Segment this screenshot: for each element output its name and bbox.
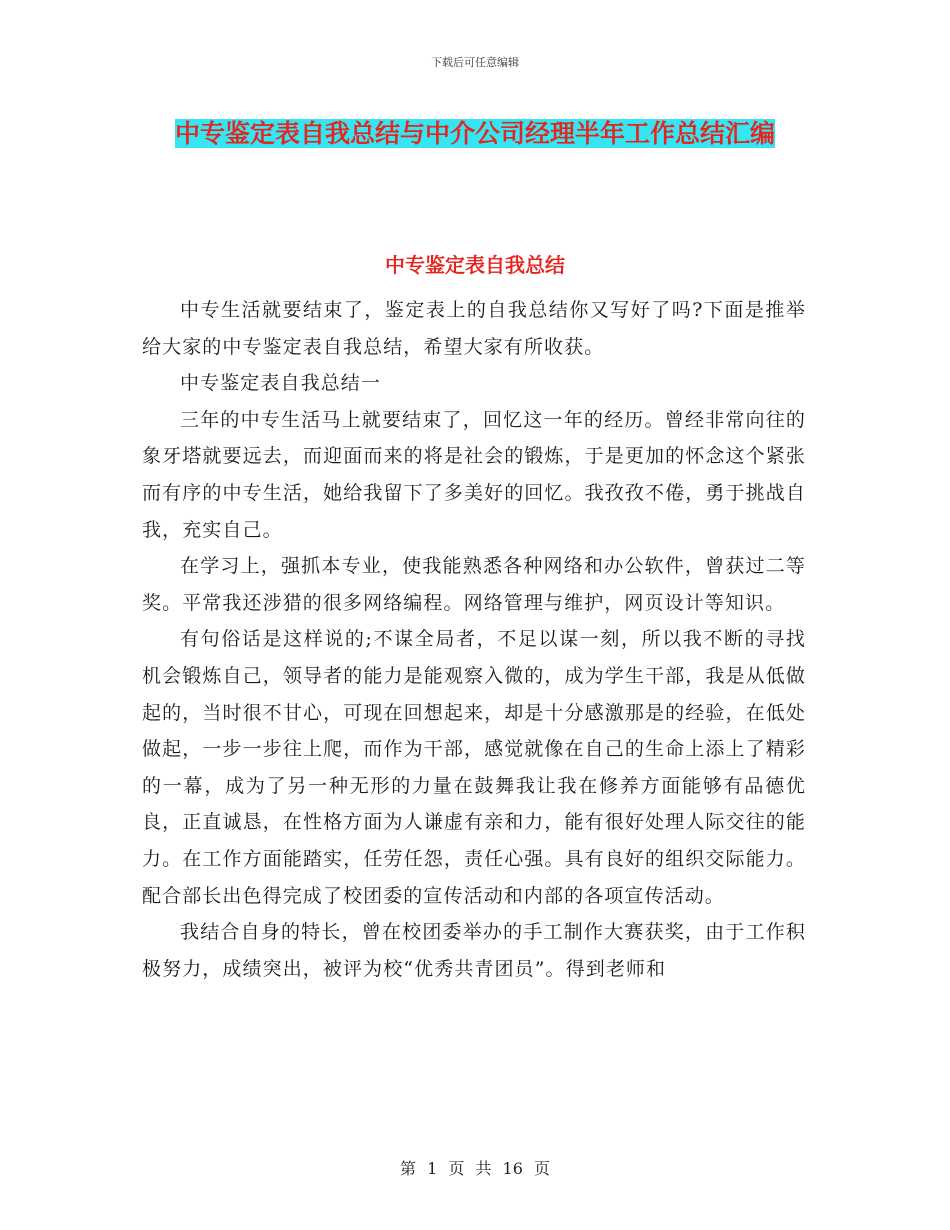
document-title [145, 112, 805, 156]
section-title: 中专鉴定表自我总结 [385, 253, 565, 277]
header-note: 下载后可任意编辑 [431, 56, 519, 69]
document-body [142, 292, 806, 987]
paragraph: 中专鉴定表自我总结一 [180, 372, 382, 395]
page-number: 第 1 页 共 16 页 [400, 1159, 550, 1178]
paragraph: 三年的中专生活马上就要结束了，回忆这一年的经历。曾经非常向往的象牙塔就要远去，而迎面而来的将是社会的锻炼，于是更加的怀念这个紧张而有序的中专生活，她给我留下了多美好的回忆。我孜孜不倦，勇于挑战自我，充实自己。 [142, 408, 806, 541]
document-title-text: 中专鉴定表自我总结与中介公司经理半年工作总结汇编 [174, 119, 775, 148]
paragraph: 有句俗话是这样说的;不谋全局者，不足以谋一刻，所以我不断的寻找机会锻炼自己，领导者的能力是能观察入微的，成为学生干部，我是从低做起的，当时很不甘心，可现在回想起来，却是十分感激那是的经验，在低处做起，一步一步往上爬，而作为干部，感觉就像在自己的生命上添上了精彩的一幕，成为了另一种无形的力量在鼓舞我让我在修养方面能够有品德优良，正直诚恳，在性格方面为人谦虚有亲和力，能有很好处理人际交往的能力。在工作方面能踏实，任劳任怨，责任心强。具有良好的组织交际能力。配合部长出色得完成了校团委的宣传活动和内部的各项宣传活动。 [142, 628, 806, 907]
paragraph: 中专生活就要结束了，鉴定表上的自我总结你又写好了吗?下面是推举给大家的中专鉴定表自我总结，希望大家有所收获。 [142, 299, 806, 358]
paragraph: 我结合自身的特长，曾在校团委举办的手工制作大赛获奖，由于工作积极努力，成绩突出，被评为校“优秀共青团员”。得到老师和 [142, 921, 806, 980]
paragraph: 在学习上，强抓本专业，使我能熟悉各种网络和办公软件，曾获过二等奖。平常我还涉猎的很多网络编程。网络管理与维护，网页设计等知识。 [142, 555, 806, 614]
